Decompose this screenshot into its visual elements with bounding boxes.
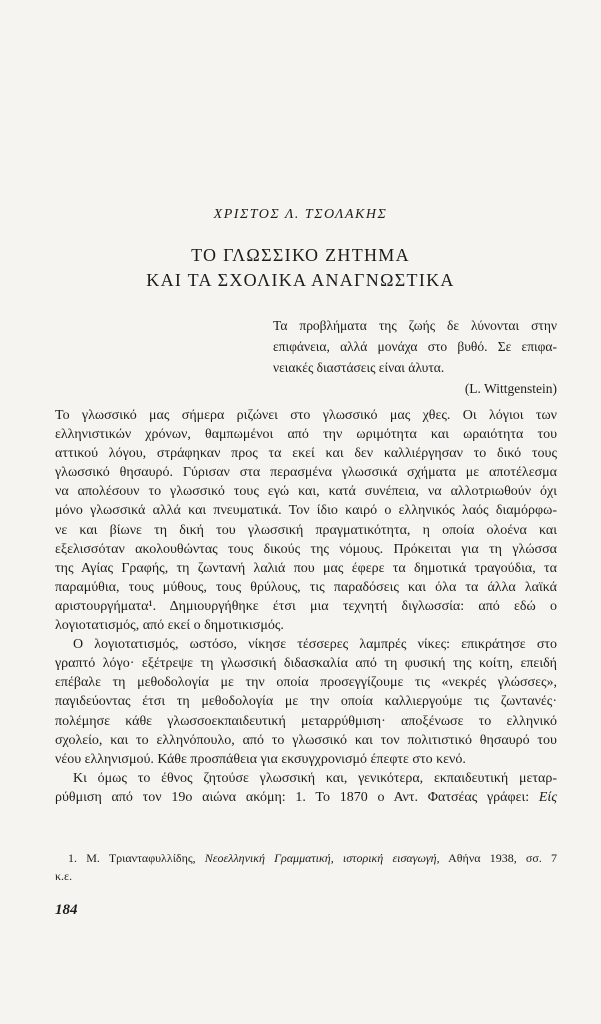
footnote-line: [55, 849, 557, 867]
body-line: της Αγίας Γραφής, τη ζωντανή λαλιά που μας έφερε τα δημοτικά τραγούδια, τα: [55, 560, 557, 576]
body-line: γλωσσικό θησαυρό. Γύρισαν στα περασμένα γλωσσικά σχήματα με αποτέλεσμα: [55, 465, 557, 481]
epigraph-line: Τα προβλήματα της ζωής δε λύνονται στην: [273, 318, 557, 333]
chapter-title: [0, 243, 601, 293]
body-line: νε και βίωνε τη δική του γλωσσική πραγματικότητα, η οποία ολοένα και: [55, 522, 557, 538]
body-line: μόνο γλωσσικά αλλά και πνευματικά. Τον ίδιο καιρό ο ελληνικός λαός διαμόρφω-: [55, 503, 557, 519]
italic-quote-start: Είς: [538, 789, 557, 805]
epigraph-line: επιφάνεια, αλλά μονάχα στο βυθό. Σε επιφα-: [273, 339, 557, 354]
epigraph: [273, 315, 557, 399]
footnote-details: , Αθήνα 1938, σσ. 7: [436, 851, 557, 865]
body-line: Κι όμως το έθνος ζητούσε γλωσσική και, γενικότερα, εκπαιδευτική μεταρ-: [73, 770, 557, 786]
paragraph: [55, 769, 557, 807]
body-line: ελληνιστικών χρόνων, θαμπωμένοι από την ωριμότητα και ωραιότητα του: [55, 427, 557, 443]
footnote-line: κ.ε.: [55, 869, 73, 883]
body-line: νέου ελληνισμού. Κάθε προσπάθεια για εκσυγχρονισμό έπεφτε στο κενό.: [55, 751, 466, 767]
title-line: ΤΟ ΓΛΩΣΣΙΚΟ ΖΗΤΗΜΑ: [191, 245, 410, 265]
epigraph-attribution: (L. Wittgenstein): [464, 381, 557, 396]
body-line: επέβαλε τη μεθοδολογία με την οποία προσεγγίζουμε τις «νεκρές γλώσσες»,: [55, 675, 557, 691]
body-line: αριστουργήματα¹. Δημιουργήθηκε έτσι μια τεχνητή διγλωσσία: από εδώ ο: [55, 598, 557, 614]
footnote-marker: 1.: [68, 851, 77, 865]
body-line: Ο λογιοτατισμός, ωστόσο, νίκησε τέσσερες λαμπρές νίκες: επικράτησε στο: [73, 637, 557, 653]
body-line: [55, 788, 557, 807]
footnote: [55, 849, 557, 885]
body-line: λογιοτατισμός, από εκεί ο δημοτικισμός.: [55, 618, 284, 634]
footnote-author: Μ. Τριανταφυλλίδης,: [86, 851, 196, 865]
epigraph-line: νειακές διαστάσεις είναι άλυτα.: [273, 360, 445, 375]
body-line: γραπτό λόγο· εξέτρεψε τη γλωσσική διδασκαλία από τη φυσική της κοίτη, επειδή: [55, 656, 557, 672]
body-text: [55, 406, 557, 807]
body-line-text: ρύθμιση από τον 19ο αιώνα ακόμη: 1. Το 1870 ο Αντ. Φατσέας γράφει:: [55, 789, 530, 805]
paragraph: [55, 406, 557, 635]
body-line: να απολέσουν το γλωσσικό τους εγώ και, κατά συνέπεια, να αλλοτριωθούν όχι: [55, 484, 557, 500]
body-line: πολέμησε κάθε γλωσσοεκπαιδευτική μεταρρύθμιση· αποξένωσε το ελληνικό: [55, 713, 557, 729]
page-number: 184: [55, 902, 78, 918]
body-line: παγιδεύοντας έτσι τη μεθοδολογία με την οποία καλλιεργούμε τις ζωντανές·: [55, 694, 557, 710]
footnote-book-title: Νεοελληνική Γραμματική, ιστορική εισαγωγή: [204, 851, 437, 865]
body-line: παραμύθια, τους μύθους, τους θρύλους, τις παραδόσεις και όλα τα άλλα λαϊκά: [55, 579, 557, 595]
body-line: σχολείο, και το ελληνόπουλο, από το γλωσσικό και τον πολιτιστικό θησαυρό του: [55, 732, 557, 748]
title-line: ΚΑΙ ΤΑ ΣΧΟΛΙΚΑ ΑΝΑΓΝΩΣΤΙΚΑ: [146, 270, 455, 290]
body-line: αττικού λόγου, στράφηκαν προς τα εκεί και δεν καλλιέργησαν το δικό τους: [55, 446, 557, 462]
body-line: Το γλωσσικό μας σήμερα ριζώνει στο γλωσσικό μας χθες. Οι λόγιοι των: [55, 408, 557, 423]
author-name: ΧΡΙΣΤΟΣ Λ. ΤΣΟΛΑΚΗΣ: [213, 207, 388, 222]
body-line: εξελισσόταν ακολουθώντας τους δικούς της νόμους. Πρόκειται για τη γλώσσα: [55, 541, 557, 557]
paragraph: [55, 635, 557, 769]
